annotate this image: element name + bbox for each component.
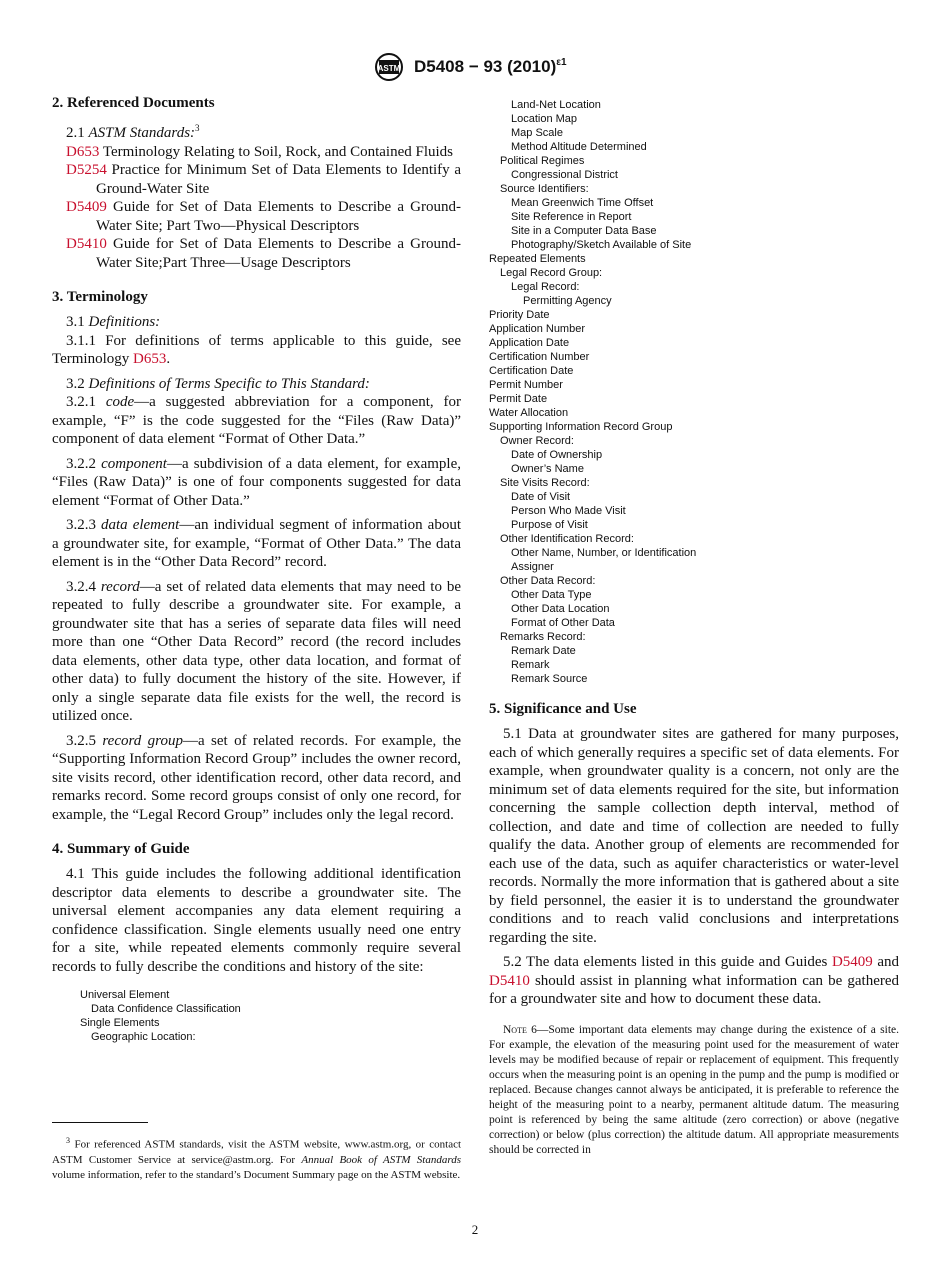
paragraph-5-1: 5.1 Data at groundwater sites are gathered for many purposes, each of which generally requires a specific set of data elements. For example, when groundwater quality is a concern, not only are the minimum set of data elements required for the site, but information concerning the sample collection depth interval, method of collection, and date and time of collection are needed to fully qualify the data. Another group of elements are recommended for each use of the data, such as aquifer characteristics or water-level records. Normally the more information that is gathered about a site by field personnel, the easier it is to understand the groundwater conditions and to reach valid conclusions and interpretations regarding the site. (489, 726, 899, 946)
list-item: Legal Record Group: (500, 267, 603, 279)
list-item: Legal Record: (511, 281, 580, 293)
d5409-link[interactable]: D5409 (831, 954, 873, 970)
list-item: Remark Source (511, 673, 588, 685)
reference-item: D5409 Guide for Set of Data Elements to Describe a Ground-Water Site; Part Two—Physical Descriptors (66, 199, 462, 234)
list-item: Congressional District (511, 169, 618, 181)
page-header (0, 52, 950, 84)
definition-paragraph: 3.2.5 record group—a set of related records. For example, the “Supporting Information Record Group” includes the owner record, site visits record, other identification record, other data record, and remarks record. Some record groups consist of only one record, for example, the “Legal Record Group” includes only the legal record. (52, 732, 461, 823)
list-item: Owner’s Name (511, 463, 584, 475)
section-2-heading: 2. Referenced Documents (52, 95, 215, 111)
paragraph-4-1: 4.1 This guide includes the following additional identification descriptor data elements to describe a groundwater site. The universal element accompanies any data element requiring a confidence classification. Single elements usually need one entry for a site, while repeated elements commonly require several records to fully describe the conditions and history of the site: (52, 866, 461, 975)
reference-link[interactable]: D5410 (66, 236, 107, 252)
paragraph-2-1: 2.1 ASTM Standards:$^3$ (66, 123, 200, 141)
paragraph-3-2: 3.2 Definitions of Terms Specific to This Standard: (66, 375, 370, 392)
standard-designation: D5408 − 93 $(2010)^{\varepsilon 1}$ (414, 57, 567, 76)
list-item: Permit Number (489, 379, 563, 391)
list-item: Permit Date (489, 393, 548, 405)
list-item: Owner Record: (500, 435, 574, 447)
reference-link[interactable]: D653 (66, 143, 100, 160)
list-item: Other Data Record: (500, 575, 596, 587)
reference-link[interactable]: D5254 (66, 162, 107, 178)
list-item: Format of Other Data (511, 617, 615, 629)
list-item: Remark (511, 659, 550, 671)
svg-text:ASTM: ASTM (377, 64, 401, 73)
list-item: Site Visits Record: (500, 477, 590, 489)
list-item: Method Altitude Determined (511, 141, 647, 153)
list-item: Water Allocation (489, 407, 569, 419)
reference-item: D5254 Practice for Minimum Set of Data Elements to Identify a Ground-Water Site (66, 162, 462, 197)
list-item: Remark Date (511, 645, 576, 657)
list-item: Single Elements (80, 1017, 160, 1029)
footnote-divider (52, 1122, 148, 1123)
list-item: Other Name, Number, or Identification (511, 547, 697, 559)
reference-item: D653 Terminology Relating to Soil, Rock, and Contained Fluids (66, 143, 454, 160)
left-column (52, 94, 461, 1044)
list-item: Mean Greenwich Time Offset (511, 197, 654, 209)
list-item: Geographic Location: (91, 1031, 196, 1043)
d653-link[interactable]: D653 (133, 351, 167, 367)
definition-paragraph: 3.2.1 code—a suggested abbreviation for a component, for example, “F” is the code suggested for the “Files (Raw Data)” component of data element “Format of Other Data.” (52, 394, 462, 447)
paragraph-5-2: 5.2 The data elements listed in this guide and Guides D5409 and D5410 should assist in planning what information can be gathered for a groundwater site and how to document these data. (489, 954, 900, 1007)
reference-link[interactable]: D5409 (66, 199, 107, 215)
list-item: Other Data Type (511, 589, 592, 601)
list-item: Source Identifiers: (500, 183, 589, 195)
note-6: Note 6—Some important data elements may change during the existence of a site. For example, the elevation of the measuring point used for the measurement of water levels may be modified because of repair or replacement of equipment. This frequently occurs when the measuring point is an opening in the pump and the pump is modified or replaced. Because changes cannot always be anticipated, it is preferable to reference the height of the measuring point to a nearby, permanent altitude datum. The measuring point is referenced by being the same altitude (zero correction) or above (negative correction) or below (plus correction) the altitude datum. All appropriate measurements should be corrected in (489, 1023, 899, 1156)
section-3-heading: 3. Terminology (52, 289, 148, 305)
list-item: Site in a Computer Data Base (511, 225, 657, 237)
list-item: Repeated Elements (489, 253, 586, 265)
list-item: Person Who Made Visit (511, 505, 626, 517)
right-column (489, 98, 899, 1158)
list-item: Application Number (489, 323, 585, 335)
page-number: 2 (471, 1222, 479, 1237)
footnote: $^3$ For referenced ASTM standards, visit the ASTM website, www.astm.org, or contact ASTM Customer Service at service@astm.org. For Annual Book of ASTM Standards volume information, refer to the standard’s Document Summary page on the ASTM website. (52, 1136, 462, 1181)
list-item: Remarks Record: (500, 631, 586, 643)
list-item: Political Regimes (500, 155, 585, 167)
list-item: Supporting Information Record Group (489, 421, 673, 433)
definition-paragraph: 3.2.3 data element—an individual segment of information about a groundwater site, for example, “Format of Other Data.” The data element is in the “Other Data Record” record. (52, 517, 461, 570)
astm-logo-icon (371, 52, 407, 82)
reference-item: D5410 Guide for Set of Data Elements to Describe a Ground-Water Site;Part Three—Usage Descriptors (66, 236, 462, 271)
list-item: Map Scale (511, 127, 563, 139)
element-list-left (80, 988, 461, 1044)
list-item: Application Date (489, 337, 570, 349)
list-item: Date of Ownership (511, 449, 603, 461)
definition-paragraph: 3.2.2 component—a subdivision of a data element, for example, “Files (Raw Data)” is one of four components suggested for data element “Format of Other Data.” (52, 455, 462, 509)
list-item: Other Identification Record: (500, 533, 634, 545)
definition-paragraph: 3.2.4 record—a set of related data elements that may need to be repeated to fully describe a groundwater site. For example, a groundwater site that has a series of separate data files will need more than one “Other Data Record” record (the record includes data elements, other data type, other data location, and format of other data) to fully document the history of the site. However, if only a single separate data file exists for the well, the record is utilized once. (52, 578, 462, 724)
element-list-right (489, 98, 899, 686)
list-item: Photography/Sketch Available of Site (511, 239, 692, 251)
list-item: Certification Number (489, 351, 590, 363)
section-5-heading: 5. Significance and Use (489, 701, 637, 717)
list-item: Location Map (511, 113, 578, 125)
list-item: Permitting Agency (523, 295, 612, 307)
epsilon-superscript: ε1 (556, 57, 567, 68)
paragraph-3-1-1: 3.1.1 For definitions of terms applicable to this guide, see Terminology D653. (52, 332, 461, 367)
list-item: Purpose of Visit (511, 519, 588, 531)
list-item: Other Data Location (511, 603, 610, 615)
section-4-heading: 4. Summary of Guide (52, 841, 190, 857)
list-item: Data Confidence Classification (91, 1003, 241, 1015)
list-item: Land-Net Location (511, 99, 601, 111)
list-item: Certification Date (489, 365, 574, 377)
list-item: Universal Element (80, 989, 170, 1001)
d5410-link[interactable]: D5410 (489, 972, 530, 989)
list-item: Site Reference in Report (511, 211, 632, 223)
paragraph-3-1: 3.1 Definitions: (66, 314, 161, 330)
list-item: Assigner (511, 561, 554, 573)
list-item: Priority Date (489, 309, 550, 321)
list-item: Date of Visit (511, 491, 571, 503)
